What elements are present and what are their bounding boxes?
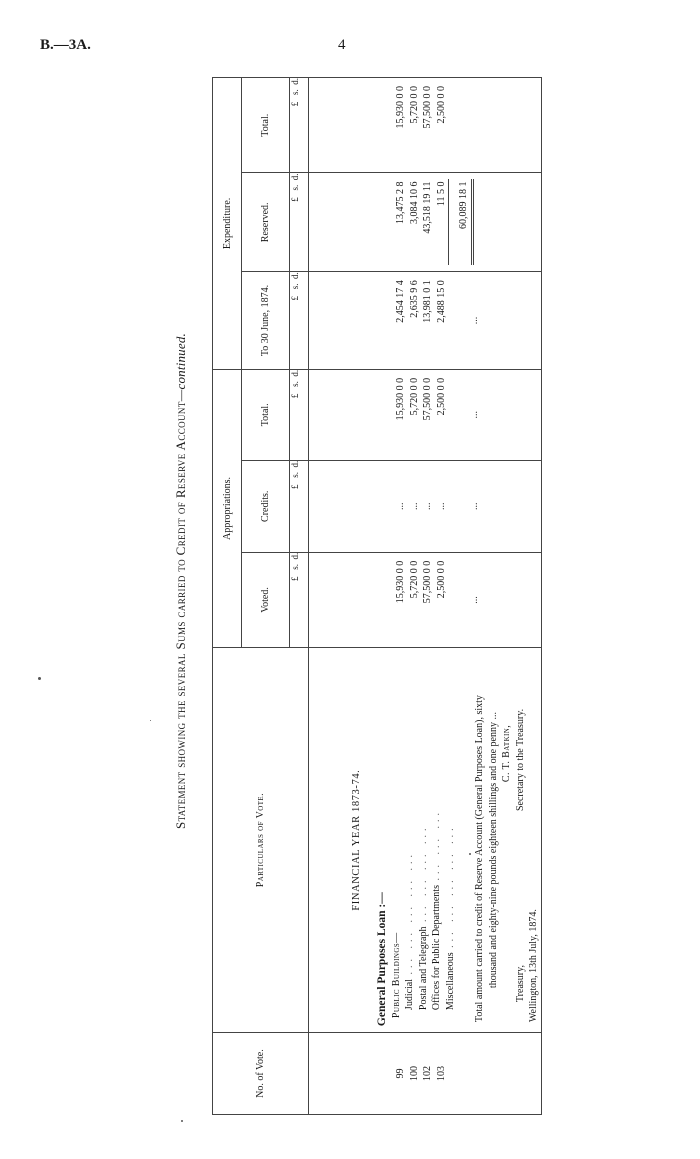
expenditure-total-column xyxy=(309,78,542,173)
total-credits: ... xyxy=(469,502,480,511)
voted-value: 57,500 0 0 xyxy=(422,560,433,604)
caption-suffix: —continued. xyxy=(173,332,188,402)
unit-exp-total: £ s. d. xyxy=(290,78,309,173)
reserved-column xyxy=(309,173,542,272)
appropriation-total-value: 15,930 0 0 xyxy=(395,377,406,421)
caption-prefix: Statement showing the several Sums carried to Credit of Reserve Account xyxy=(173,401,188,830)
vote-number: 100 xyxy=(408,1066,420,1082)
subtotal-rule xyxy=(448,179,457,265)
header-reserved: Reserved. xyxy=(242,173,290,272)
voted-value: 5,720 0 0 xyxy=(408,560,420,599)
header-exp-total: Total. xyxy=(242,78,290,173)
credits-value: ... xyxy=(395,502,406,511)
credits-value: ... xyxy=(408,502,420,511)
signatory-title: Secretary to the Treasury. xyxy=(514,708,526,812)
to-june-column xyxy=(309,272,542,370)
particulars-column xyxy=(309,648,542,1033)
credits-value: ... xyxy=(422,502,433,511)
vote-row-label: Judicial ... ... ... ... ... xyxy=(404,850,415,1011)
voted-value: 15,930 0 0 xyxy=(395,560,406,604)
appropriation-total-column xyxy=(309,369,542,460)
voted-value: 2,500 0 0 xyxy=(435,560,447,599)
subsection-heading: Public Buildings— xyxy=(390,932,402,1019)
credits-value: ... xyxy=(435,502,447,511)
header-vote-no: No. of Vote. xyxy=(213,1033,309,1115)
header-voted: Voted. xyxy=(242,552,290,647)
header-to-june: To 30 June, 1874. xyxy=(242,272,290,370)
financial-year-heading: FINANCIAL YEAR 1873-74. xyxy=(351,769,362,911)
scan-speck xyxy=(181,1120,183,1122)
credits-column xyxy=(309,460,542,552)
signature-block xyxy=(514,648,528,1032)
total-line-2: thousand and eighty-nine pounds eighteen shillings and one penny ... xyxy=(487,712,499,989)
total-appropriation: ... xyxy=(469,411,480,419)
expenditure-total-value: 5,720 0 0 xyxy=(408,86,420,124)
appropriation-total-value: 5,720 0 0 xyxy=(408,377,420,416)
expenditure-total-value: 57,500 0 0 xyxy=(422,86,433,129)
vote-number: 102 xyxy=(422,1066,433,1082)
header-expenditure: Expenditure. xyxy=(213,78,242,370)
header-particulars: Particulars of Vote. xyxy=(213,648,309,1033)
unit-total: £ s. d. xyxy=(290,369,309,460)
series-header: B.—3A. xyxy=(40,37,91,53)
page-number: 4 xyxy=(338,37,346,53)
vote-row-label: Miscellaneous ... ... ... ... ... xyxy=(444,824,456,1011)
scan-speck xyxy=(38,677,41,680)
header-credits: Credits. xyxy=(242,460,290,552)
rotated-statement xyxy=(173,77,539,1115)
signatory-name: C. T. Batkin, xyxy=(501,724,512,783)
unit-to-june: £ s. d. xyxy=(290,272,309,370)
to-june-value: 2,488 15 0 xyxy=(435,280,447,323)
unit-credits: £ s. d. xyxy=(290,460,309,552)
header-appropriations: Appropriations. xyxy=(213,369,242,647)
unit-voted: £ s. d. xyxy=(290,552,309,647)
statement-table xyxy=(212,77,542,1115)
to-june-value: 13,981 0 1 xyxy=(422,280,433,323)
appropriation-total-value: 57,500 0 0 xyxy=(422,377,433,421)
vote-row-label: Postal and Telegraph ... ... ... ... xyxy=(417,824,429,1011)
vote-number: 103 xyxy=(435,1066,447,1082)
total-reserved: 60,089 18 1 xyxy=(457,179,474,265)
to-june-value: 2,454 17 4 xyxy=(395,280,406,323)
total-voted: ... xyxy=(469,596,480,604)
reserved-value: 43,518 19 11 xyxy=(422,181,433,234)
total-line-1: Total amount carried to credit of Reserve Account (General Purposes Loan), sixty xyxy=(474,695,485,1023)
appropriation-total-value: 2,500 0 0 xyxy=(435,377,447,416)
expenditure-total-value: 2,500 0 0 xyxy=(435,86,447,124)
vote-row-label: Offices for Public Departments ... ... ... xyxy=(431,809,442,1011)
treasury-label: Treasury, xyxy=(514,965,526,1003)
signature-date: Wellington, 13th July, 1874. xyxy=(528,909,539,1023)
reserved-value: 3,084 10 6 xyxy=(408,181,420,224)
statement-caption xyxy=(173,62,189,1100)
voted-column xyxy=(309,552,542,647)
total-to-june: ... xyxy=(469,316,480,325)
vote-number-column xyxy=(309,1033,542,1115)
header-total: Total. xyxy=(242,369,290,460)
expenditure-total-value: 15,930 0 0 xyxy=(395,86,406,129)
reserved-value: 11 5 0 xyxy=(435,181,447,207)
section-heading: General Purposes Loan :— xyxy=(376,892,388,1027)
to-june-value: 2,635 9 6 xyxy=(408,280,420,318)
vote-number: 99 xyxy=(395,1068,406,1079)
reserved-value: 13,475 2 8 xyxy=(395,181,406,224)
scan-speck xyxy=(150,720,151,721)
unit-reserved: £ s. d. xyxy=(290,173,309,272)
total-statement xyxy=(473,648,500,1032)
